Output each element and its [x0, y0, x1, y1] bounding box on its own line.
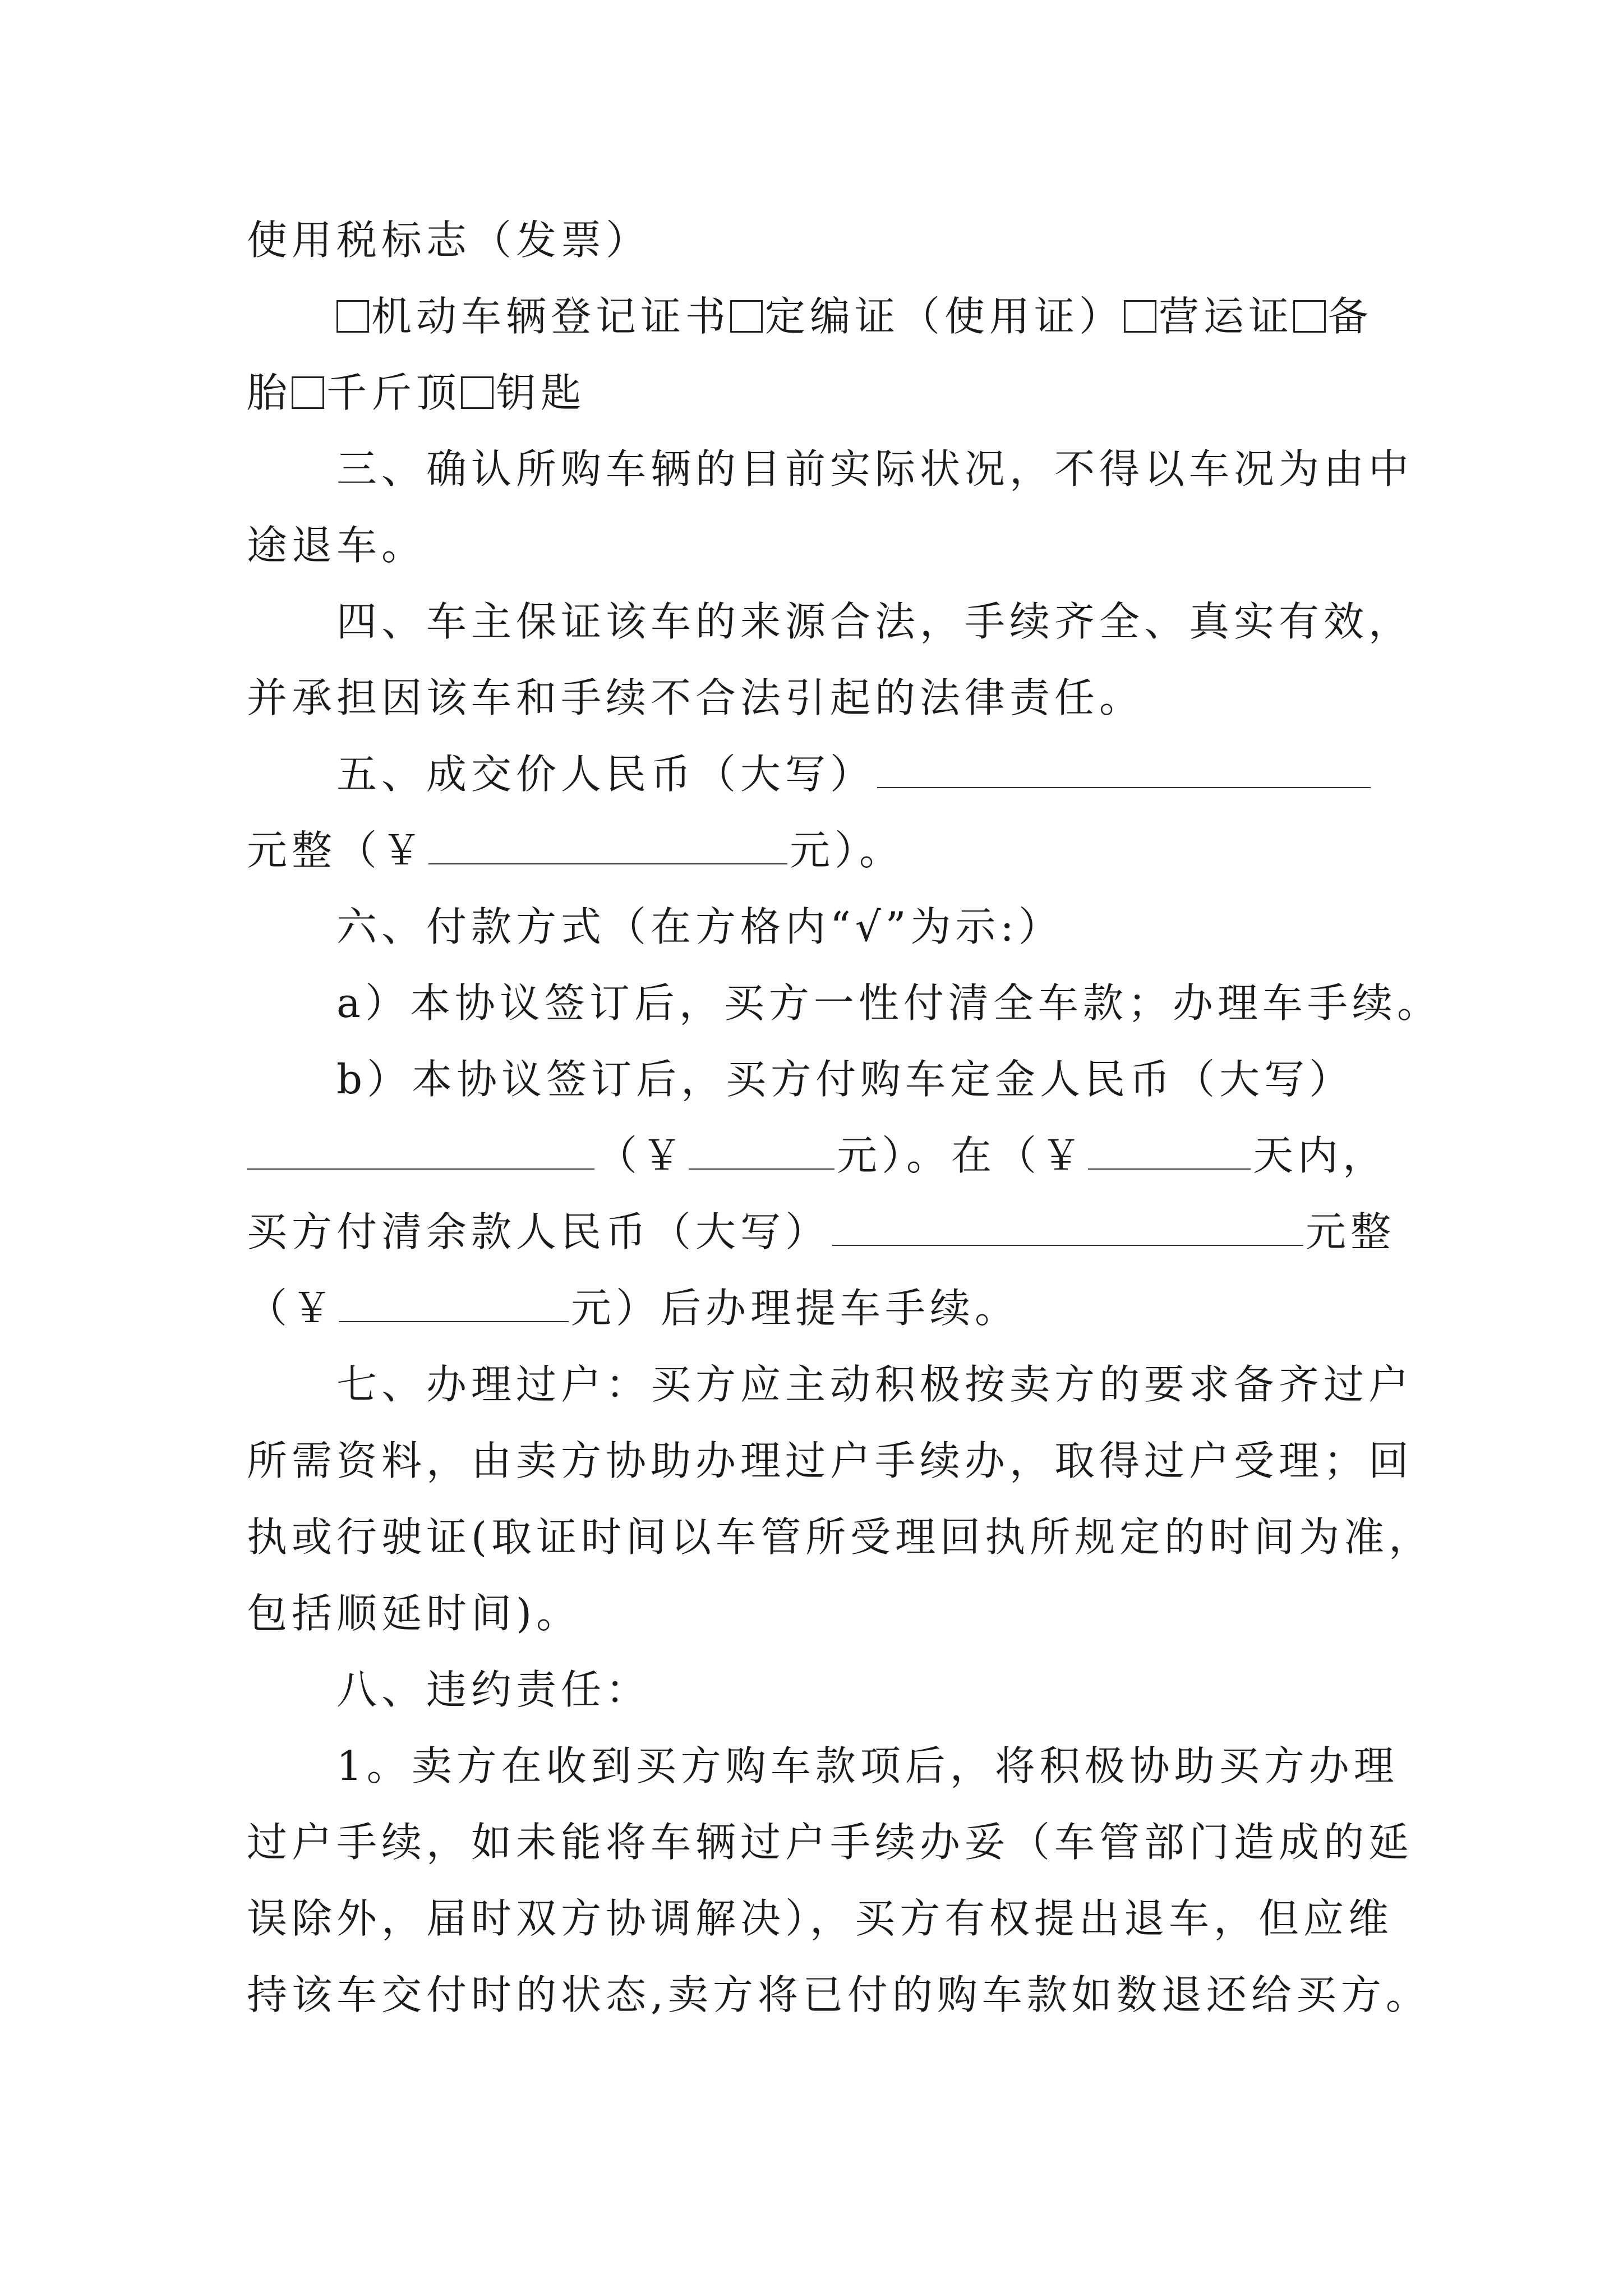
checklist-item: 胎 — [247, 369, 292, 416]
section-6-line-e — [247, 1270, 1385, 1346]
checkbox-icon[interactable] — [292, 376, 324, 409]
balance-words-blank[interactable] — [832, 1211, 1303, 1246]
checklist-item: 千斤顶 — [326, 369, 462, 416]
checklist-item: 定编证（使用证） — [765, 293, 1124, 340]
text-line: 1。卖方在收到买方购车款项后，将积极协助买方办理 — [336, 1742, 1399, 1789]
text-line: 持该车交付时的状态,卖方将已付的购车款如数退还给买方。 — [247, 1971, 1431, 2018]
text-line: 元）。在（￥ — [837, 1132, 1086, 1179]
section-3-line-1 — [247, 431, 1414, 507]
text-line: 六、付款方式（在方格内“√”为示:） — [336, 903, 1063, 950]
section-8-item-1-line-3 — [247, 1880, 1394, 1957]
text-line: 三、确认所购车辆的目前实际状况，不得以车况为由中 — [336, 445, 1414, 493]
text-line: （￥ — [597, 1132, 687, 1179]
text-line: 并承担因该车和手续不合法引起的法律责任。 — [247, 674, 1145, 721]
text-line: 七、办理过户：买方应主动积极按卖方的要求备齐过户 — [336, 1361, 1414, 1408]
text-line: 买方付清余款人民币（大写） — [247, 1208, 831, 1255]
price-amount-blank[interactable] — [428, 830, 787, 864]
checklist-row-1 — [247, 278, 1385, 355]
text-line: b）本协议签订后，买方付购车定金人民币（大写） — [336, 1056, 1354, 1103]
text-line: 八、违约责任： — [336, 1666, 651, 1713]
section-6-option-a — [247, 965, 1442, 1041]
section-6-heading — [247, 889, 1385, 965]
section-7-line-4 — [247, 1575, 1385, 1651]
section-6-line-c — [247, 1117, 1388, 1194]
checklist-item: 钥匙 — [496, 369, 586, 416]
checkbox-icon[interactable] — [1124, 300, 1156, 333]
section-4-line-1 — [247, 583, 1414, 660]
section-8-heading — [247, 1651, 1385, 1728]
section-4-line-2 — [247, 660, 1385, 736]
text-line: 过户手续，如未能将车辆过户手续办妥（车管部门造成的延 — [247, 1819, 1414, 1866]
deposit-amount-blank[interactable] — [689, 1135, 834, 1170]
text-line: 元整 — [1306, 1208, 1396, 1255]
text-line: 元）。 — [790, 827, 905, 874]
checklist-item: 机动车辆登记证书 — [371, 293, 731, 340]
checklist-row-2 — [247, 355, 1385, 431]
section-7-line-3 — [247, 1499, 1434, 1575]
text-line: 执或行驶证(取证时间以车管所受理回执所规定的时间为准， — [247, 1513, 1434, 1561]
checklist-item: 备 — [1328, 293, 1373, 340]
section-5-line-2 — [247, 812, 1385, 889]
section-6-line-d — [247, 1194, 1396, 1270]
section-8-item-1-line-1 — [247, 1728, 1399, 1804]
document-body — [247, 202, 1442, 2033]
checkbox-icon[interactable] — [730, 300, 763, 333]
days-blank[interactable] — [1088, 1135, 1251, 1170]
section-7-line-1 — [247, 1346, 1414, 1423]
section-7-line-2 — [247, 1423, 1414, 1499]
text-line: 所需资料，由卖方协助办理过户手续办，取得过户受理；回 — [247, 1437, 1414, 1484]
text-line: 天内， — [1253, 1132, 1388, 1179]
text-line: 包括顺延时间)。 — [247, 1590, 582, 1637]
text-line: 五、成交价人民币（大写） — [336, 751, 875, 798]
section-5-line-1 — [247, 736, 1385, 812]
balance-amount-blank[interactable] — [339, 1287, 569, 1322]
section-3-line-2 — [247, 507, 1385, 583]
text-line: 四、车主保证该车的来源合法，手续齐全、真实有效， — [336, 598, 1414, 645]
text-line: 使用税标志（发票） — [247, 217, 651, 264]
text-line: a）本协议签订后，买方一性付清全车款；办理车手续。 — [336, 979, 1442, 1027]
price-words-blank[interactable] — [877, 753, 1371, 788]
checklist-item: 营运证 — [1159, 293, 1294, 340]
checkbox-icon[interactable] — [461, 376, 494, 409]
section-8-item-1-line-4 — [247, 1957, 1431, 2033]
deposit-words-blank[interactable] — [247, 1135, 594, 1170]
text-line: （￥ — [247, 1285, 337, 1332]
para-tax-label — [247, 202, 1385, 278]
text-line: 途退车。 — [247, 522, 427, 569]
text-line: 误除外，届时双方协调解决），买方有权提出退车，但应维 — [247, 1895, 1394, 1942]
section-8-item-1-line-2 — [247, 1804, 1414, 1880]
text-line: 元）后办理提车手续。 — [571, 1285, 1020, 1332]
section-6-option-b — [247, 1041, 1385, 1117]
checkbox-icon[interactable] — [336, 300, 369, 333]
checkbox-icon[interactable] — [1293, 300, 1326, 333]
text-line: 元整（￥ — [247, 827, 427, 874]
